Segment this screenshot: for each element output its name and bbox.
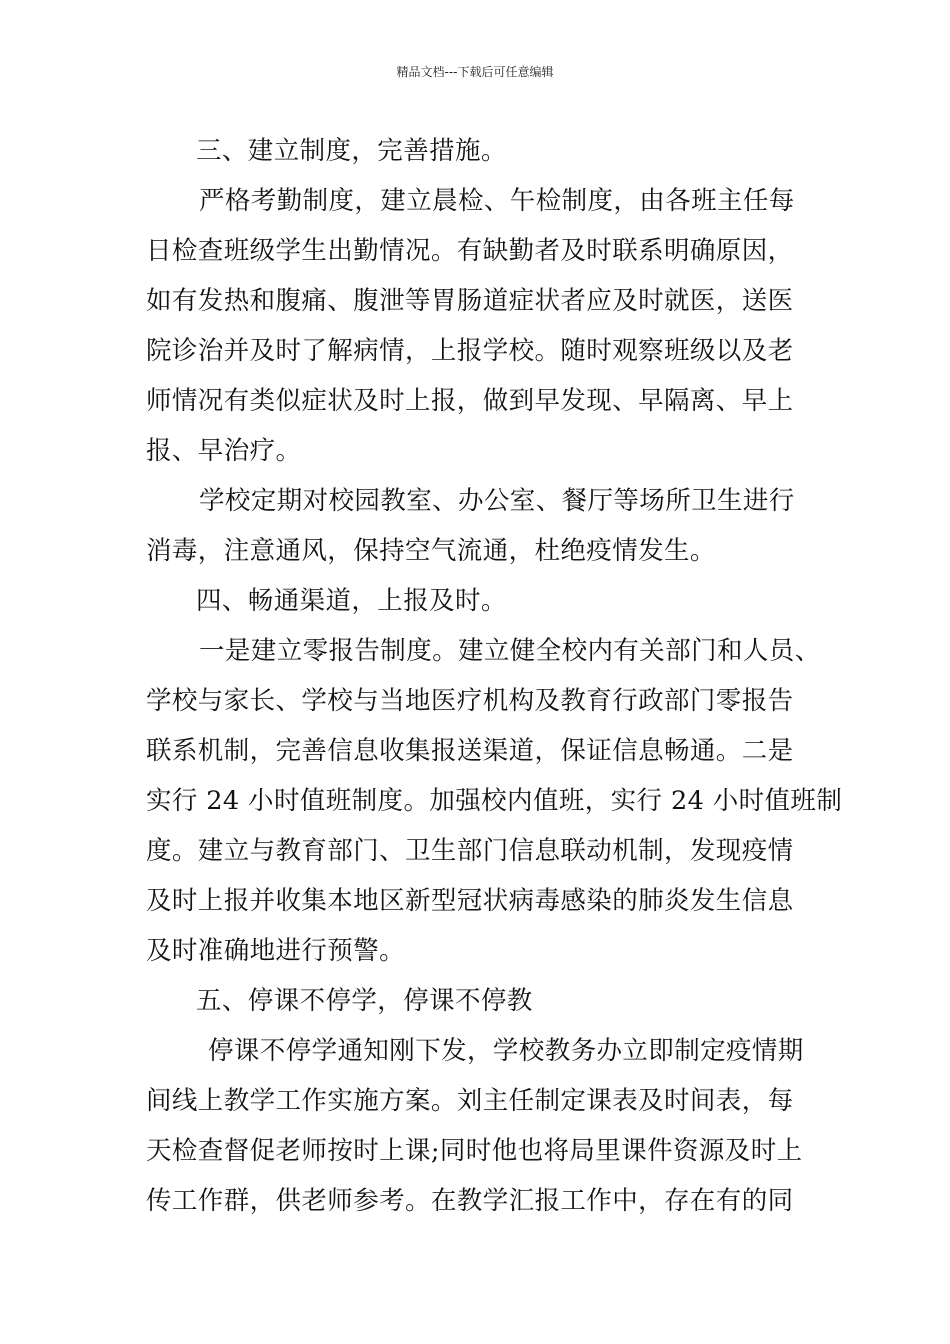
- paragraph-line: 严格考勤制度，建立晨检、午检制度，由各班主任每: [199, 186, 795, 216]
- paragraph-line: 报、早治疗。: [146, 436, 302, 466]
- paragraph-line: 学校与家长、学校与当地医疗机构及教育行政部门零报告: [146, 686, 794, 716]
- paragraph-line: 学校定期对校园教室、办公室、餐厅等场所卫生进行: [199, 486, 795, 516]
- paragraph-line: 传工作群，供老师参考。在教学汇报工作中，存在有的同: [146, 1186, 794, 1216]
- page-header: 精品文档---下载后可任意编辑: [396, 65, 554, 79]
- paragraph-line: 一是建立零报告制度。建立健全校内有关部门和人员、: [199, 636, 821, 666]
- paragraph-line: 实行 24 小时值班制度。加强校内值班，实行 24 小时值班制: [146, 786, 843, 816]
- paragraph-line: 如有发热和腹痛、腹泄等胃肠道症状者应及时就医，送医: [146, 286, 794, 316]
- paragraph-line: 院诊治并及时了解病情，上报学校。随时观察班级以及老: [146, 336, 794, 366]
- paragraph-line: 及时上报并收集本地区新型冠状病毒感染的肺炎发生信息: [146, 886, 794, 916]
- paragraph-line: 及时准确地进行预警。: [146, 936, 406, 966]
- section-heading-3: 三、建立制度，完善措施。: [196, 136, 507, 166]
- paragraph-line: 日检查班级学生出勤情况。有缺勤者及时联系明确原因，: [146, 236, 794, 266]
- paragraph-line: 间线上教学工作实施方案。刘主任制定课表及时间表，每: [146, 1086, 794, 1116]
- paragraph-line: 天检查督促老师按时上课;同时他也将局里课件资源及时上: [146, 1136, 803, 1166]
- paragraph-line: 联系机制，完善信息收集报送渠道，保证信息畅通。二是: [146, 736, 794, 766]
- paragraph-line: 度。建立与教育部门、卫生部门信息联动机制，发现疫情: [146, 836, 794, 866]
- paragraph-line: 消毒，注意通风，保持空气流通，杜绝疫情发生。: [146, 536, 716, 566]
- paragraph-line: 师情况有类似症状及时上报，做到早发现、早隔离、早上: [146, 386, 794, 416]
- paragraph-line: 停课不停学通知刚下发，学校教务办立即制定疫情期: [208, 1036, 804, 1066]
- section-heading-4: 四、畅通渠道，上报及时。: [196, 586, 507, 616]
- document-body: [146, 126, 843, 1226]
- section-heading-5: 五、停课不停学，停课不停教: [196, 986, 533, 1016]
